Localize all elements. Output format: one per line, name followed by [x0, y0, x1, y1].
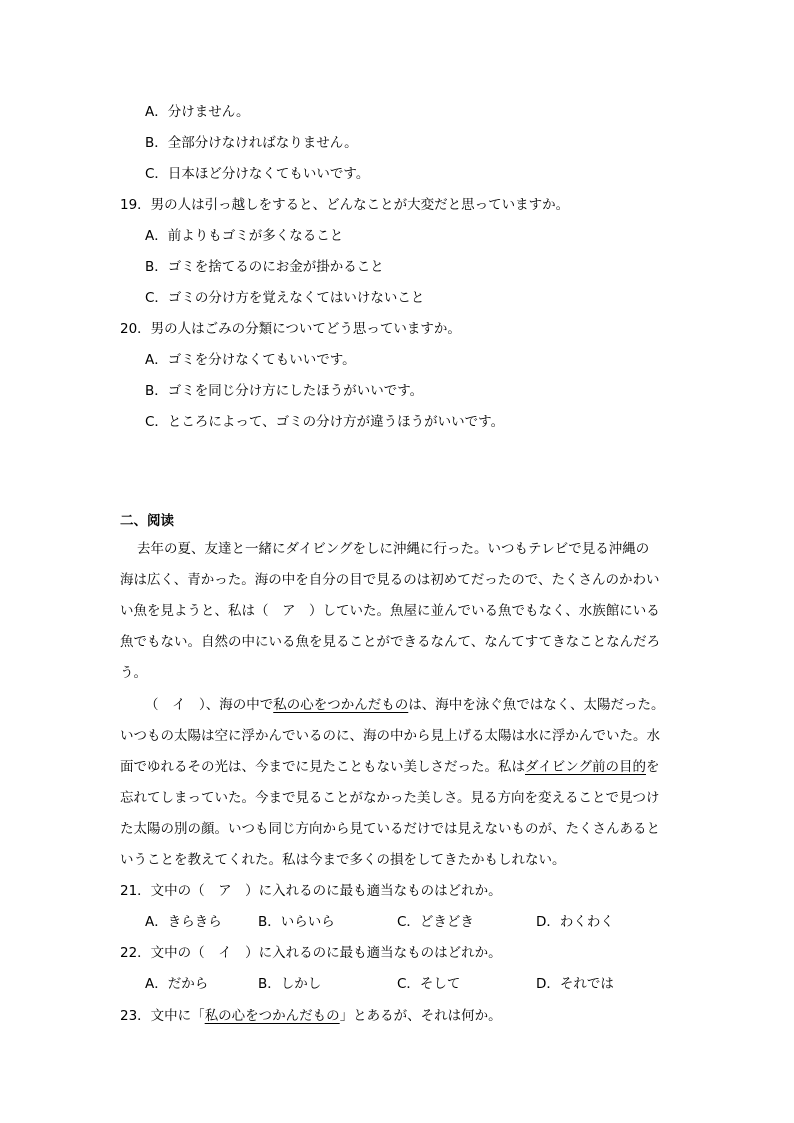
- q18-option-b: B．全部分けなければなりません。: [145, 135, 358, 151]
- q21-option-d: D．わくわく: [536, 914, 614, 930]
- q20-question: 20．男の人はごみの分類についてどう思っていますか。: [120, 321, 461, 337]
- q23-question: [120, 1007, 502, 1025]
- q21-option-b: B．いらいら: [258, 914, 335, 930]
- q20-option-a: A．ゴミを分けなくてもいいです。: [145, 352, 356, 368]
- passage-p2-line5: た太陽の別の顔。いつも同じ方向から見ているだけでは見えないものが、たくさんあると: [120, 821, 660, 837]
- q23-question-pre: 23．文中に「: [120, 1008, 205, 1024]
- q19-option-c: C．ゴミの分け方を覚えなくてはいけないこと: [145, 290, 425, 306]
- passage-p2-line1-post: は、海中を泳ぐ魚ではなく、太陽だった。: [408, 697, 665, 713]
- q22-option-b: B．しかし: [258, 976, 322, 992]
- passage-p2-line3: [120, 758, 680, 776]
- q18-option-c: C．日本ほど分けなくてもいいです。: [145, 166, 370, 182]
- q23-question-post: 」とあるが、それは何か。: [339, 1008, 502, 1024]
- q21-option-a: A．きらきら: [145, 914, 222, 930]
- q22-question: 22．文中の（ イ ）に入れるのに最も適当なものはどれか。: [120, 945, 502, 961]
- passage-p1-line2: 海は広く、青かった。海の中を自分の目で見るのは初めてだったので、たくさんのかわい: [120, 572, 660, 588]
- q19-option-a: A．前よりもゴミが多くなること: [145, 228, 344, 244]
- q18-option-a: A．分けません。: [145, 104, 250, 120]
- q20-option-c: C．ところによって、ゴミの分け方が違うほうがいいです。: [145, 414, 505, 430]
- passage-p1-line5: う。: [120, 665, 147, 681]
- q22-option-c: C．そして: [397, 976, 461, 992]
- passage-p1-line1: 去年の夏、友達と一緒にダイビングをしに沖縄に行った。いつもテレビで見る沖縄の: [137, 541, 650, 557]
- q21-question: 21．文中の（ ア ）に入れるのに最も適当なものはどれか。: [120, 883, 502, 899]
- underlined-phrase-heart: 私の心をつかんだもの: [273, 697, 409, 713]
- q19-question: 19．男の人は引っ越しをすると、どんなことが大変だと思っていますか。: [120, 197, 570, 213]
- passage-p1-line3: い魚を見ようと、私は（ ア ）していた。魚屋に並んでいる魚でもなく、水族館にいる: [120, 603, 660, 619]
- passage-p2-line1: [145, 696, 705, 714]
- passage-p2-line3-pre: 面でゆれるその光は、今までに見たこともない美しさだった。私は: [120, 759, 525, 775]
- passage-p2-line4: 忘れてしまっていた。今まで見ることがなかった美しさ。見る方向を変えることで見つけ: [120, 790, 660, 806]
- passage-p2-line2: いつもの太陽は空に浮かんでいるのに、海の中から見上げる太陽は水に浮かんでいた。水: [120, 728, 660, 744]
- q19-option-b: B．ゴミを捨てるのにお金が掛かること: [145, 259, 384, 275]
- passage-p1-line4: 魚でもない。自然の中にいる魚を見ることができるなんて、なんてすてきなことなんだろ: [120, 634, 661, 650]
- passage-p2-line1-pre: （ イ ）、海の中で: [145, 697, 274, 713]
- q23-underlined-phrase: 私の心をつかんだもの: [204, 1008, 340, 1024]
- q22-option-d: D．それでは: [536, 976, 614, 992]
- underlined-phrase-purpose: ダイビング前の目的: [525, 759, 646, 775]
- q22-option-a: A．だから: [145, 976, 209, 992]
- passage-p2-line6: いうことを教えてくれた。私は今まで多くの損をしてきたかもしれない。: [120, 852, 566, 868]
- q20-option-b: B．ゴミを同じ分け方にしたほうがいいです。: [145, 383, 424, 399]
- section-heading-reading: 二、阅读: [120, 513, 174, 529]
- q21-option-c: C．どきどき: [397, 914, 474, 930]
- passage-p2-line3-post: を: [645, 759, 660, 775]
